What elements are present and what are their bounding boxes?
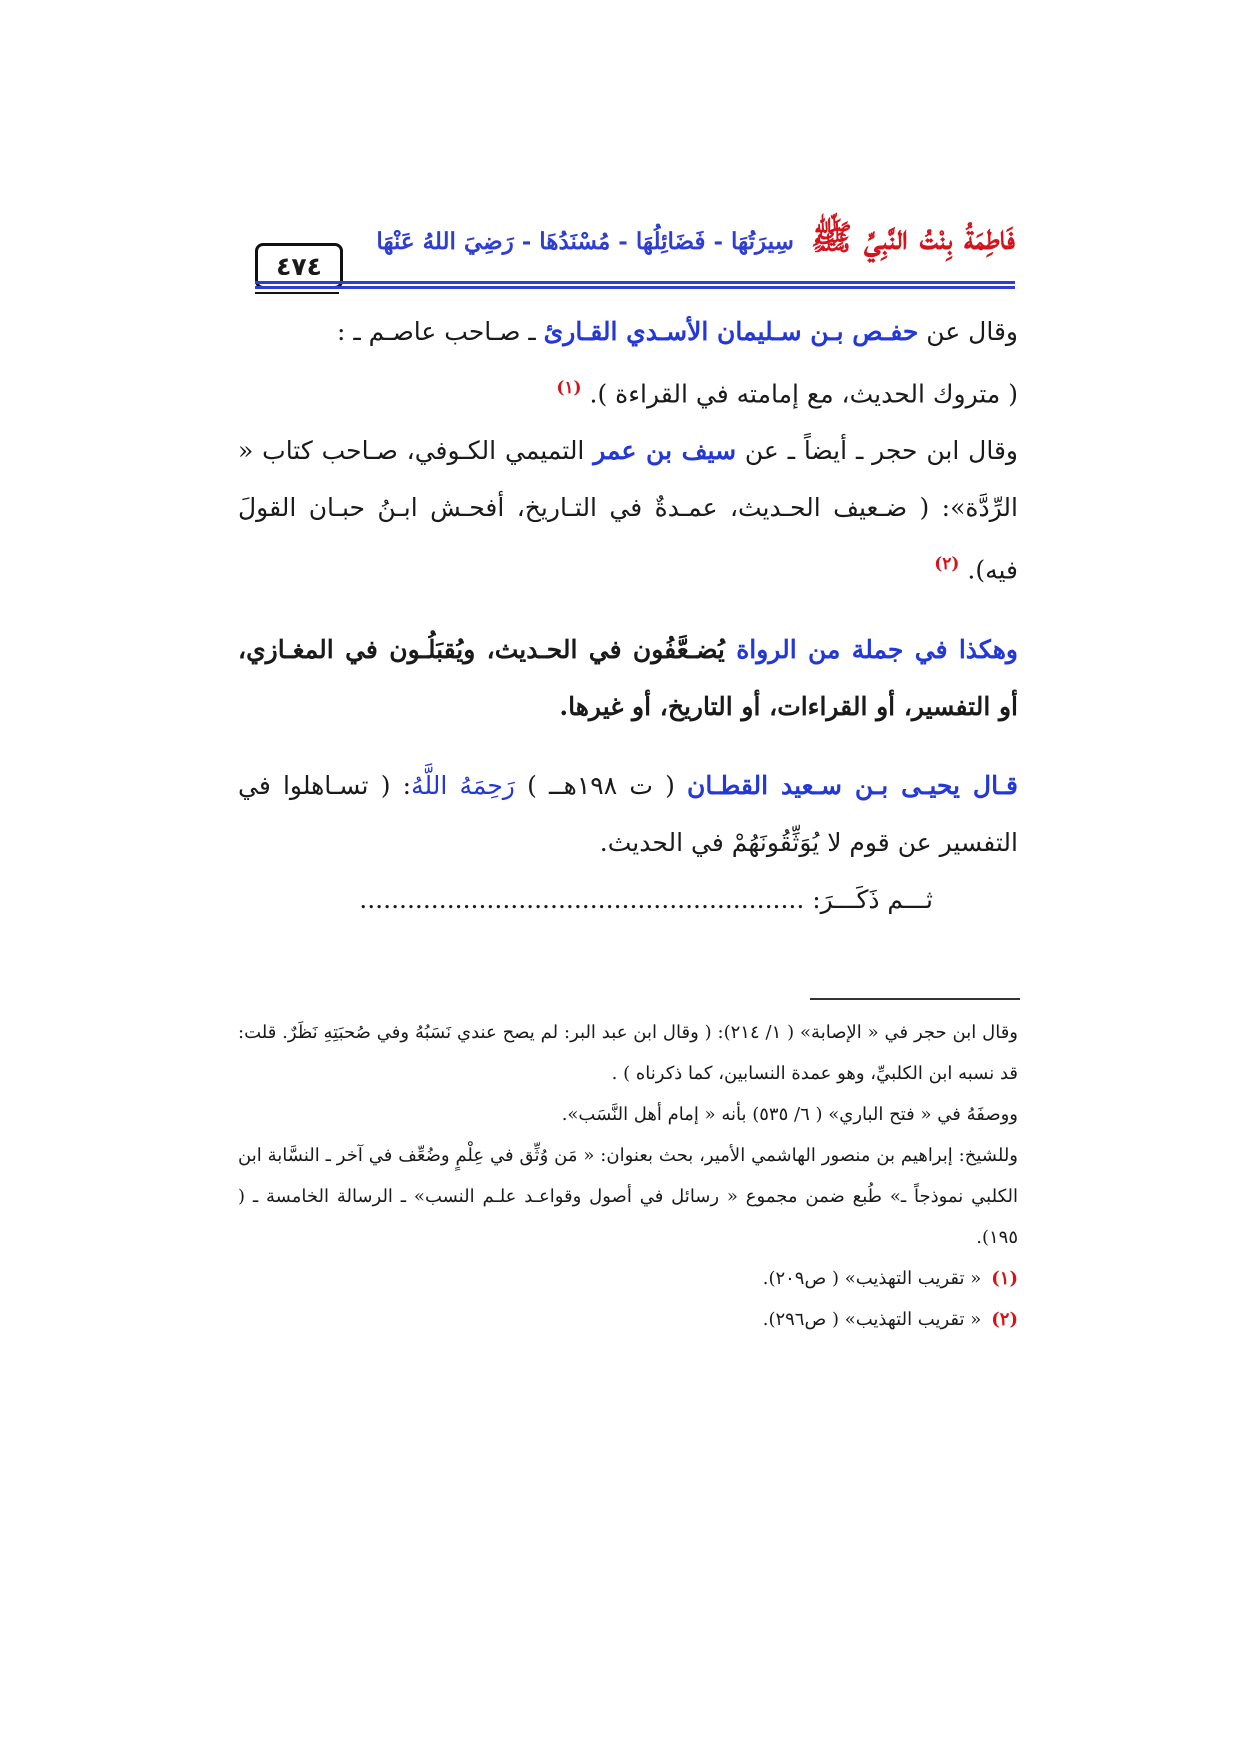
footnote-ref-1: (١)	[556, 378, 582, 398]
main-text	[238, 303, 1018, 928]
footnote-item	[238, 1299, 1018, 1340]
paragraph-hafs-suffix: ـ صـاحب عاصـم ـ :	[336, 317, 544, 346]
header-double-rule	[255, 281, 1015, 289]
ellipsis-dots: ........................................................	[359, 884, 805, 914]
footnote-item	[238, 1258, 1018, 1299]
book-title	[365, 217, 1015, 275]
footnote-number: (٢)	[991, 1309, 1018, 1330]
paragraph-yahya	[238, 757, 1018, 871]
paragraph-hafs-prefix: وقال عن	[918, 317, 1018, 346]
paragraph-hafs-quote	[238, 360, 1018, 422]
paragraph-yahya-text: : ( تسـاهلوا في التفسير عن قوم لا يُوَثِّقُونَهُمْ في الحديث.	[238, 770, 1018, 857]
summary-highlight: وهكذا في جملة من الرواة	[736, 634, 1018, 664]
footnote-ref-2: (٢)	[934, 554, 960, 575]
footnote-separator	[810, 998, 1020, 1000]
page-header	[255, 195, 1015, 300]
death-date: ( ت ١٩٨هــ )	[514, 770, 688, 800]
paragraph-hafs	[238, 303, 1018, 360]
book-title-subtitle: سِيرَتُهَا - فَضَائِلُهَا - مُسْنَدُهَا - رَضِيَ اللهُ عَنْهَا	[376, 228, 794, 255]
book-title-main: فَاطِمَةُ بِنْتُ النَّبِيِّ ﷺ	[811, 218, 1015, 258]
footnote-text: « تقريب التهذيب» ( ص٢٩٦).	[762, 1309, 982, 1330]
page-number: ٤٧٤	[255, 243, 343, 289]
then-mentioned-text: ثـــم ذَكَـــرَ:	[804, 884, 933, 914]
narrator-name-sayf: سيف بن عمر	[593, 436, 737, 466]
footnote-continuation-3: وللشيخ: إبراهيم بن منصور الهاشمي الأمير، بحث بعنوان: « مَن وُثِّق في عِلْمٍ وضُعِّف في آخر ـ النسَّابة ابن الكلبي نموذجاً ـ» طُبع ضمن مجموع « رسائل في أصول وقواعـد علـم النسب» ـ الرسالة الخامسة ـ ( ١٩٥).	[238, 1145, 1018, 1248]
footnotes	[238, 1012, 1018, 1340]
footnote-text: « تقريب التهذيب» ( ص٢٠٩).	[762, 1268, 982, 1289]
paragraph-sayf	[238, 422, 1018, 598]
footnote-continuation-1: وقال ابن حجر في « الإصابة» ( ١/ ٢١٤): ( وقال ابن عبد البر: لم يصح عندي نَسَبُهُ وفي صُحبَتِهِ نَظَرٌ. قلت: قد نسبه ابن الكلبيِّ، وهو عمدة النسابين، كما ذكرناه ) .	[238, 1022, 1019, 1084]
footnote-number: (١)	[991, 1268, 1018, 1289]
paragraph-hafs-quote-text: ( متروك الحديث، مع إمامته في القراءة ).	[581, 379, 1018, 409]
narrator-name-hafs: حفـص بـن سـليمان الأسـدي القـارئ	[543, 317, 919, 346]
paragraph-sayf-suffix: التميمي الكـوفي، صـاحب كتاب « الرِّدَّة»: ( ضـعيف الحـديث، عمـدةٌ في التـاريخ، أفحـش ابـنُ حبـان القولَ فيه).	[238, 436, 1018, 585]
paragraph-narrators-summary	[238, 621, 1018, 735]
paragraph-then-mentioned	[238, 871, 1018, 928]
honorific-rahimahullah: رَحِمَهُ اللَّهُ	[411, 770, 515, 800]
footnote-continuation-2: ووصفَهُ في « فتح الباري» ( ٦/ ٥٣٥) بأنه « إمام أهل النَّسَب».	[561, 1104, 1018, 1125]
narrator-name-yahya: قـال يحيـى بـن سـعيد القطـان	[687, 770, 1018, 800]
paragraph-sayf-prefix: وقال ابن حجر ـ أيضاً ـ عن	[736, 436, 1018, 466]
summary-text: يُضـعَّفُون في الحـديث، ويُقبَلُـون في المغـازي، أو التفسير، أو القراءات، أو التاريخ، أو غيرها.	[238, 634, 1018, 721]
